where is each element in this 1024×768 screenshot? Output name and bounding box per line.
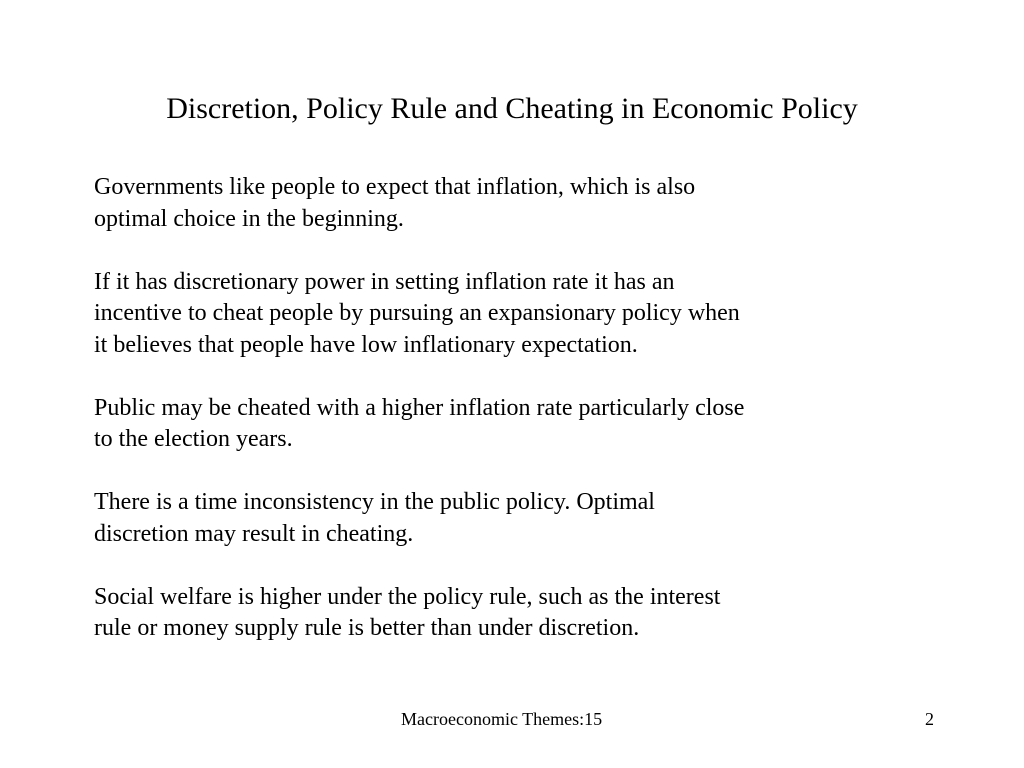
slide-body: [94, 172, 754, 645]
slide-number: 2: [925, 709, 934, 729]
paragraph-time-inconsistency: There is a time inconsistency in the public policy. Optimal discretion may result in cheating.: [94, 489, 655, 547]
paragraph-social-welfare: Social welfare is higher under the policy rule, such as the interest rule or money supply rule is better than under discretion.: [94, 583, 721, 641]
paragraph-election-cheating: Public may be cheated with a higher inflation rate particularly close to the election years.: [94, 394, 745, 452]
paragraph-expectations: Governments like people to expect that inflation, which is also optimal choice in the beginning.: [94, 174, 696, 232]
slide-footer: Macroeconomic Themes:15: [401, 709, 603, 729]
slide-title: Discretion, Policy Rule and Cheating in Economic Policy: [166, 92, 858, 125]
paragraph-discretionary-power: If it has discretionary power in setting inflation rate it has an incentive to cheat people by pursuing an expansionary policy when it believes that people have low inflationary expectation.: [94, 268, 740, 358]
